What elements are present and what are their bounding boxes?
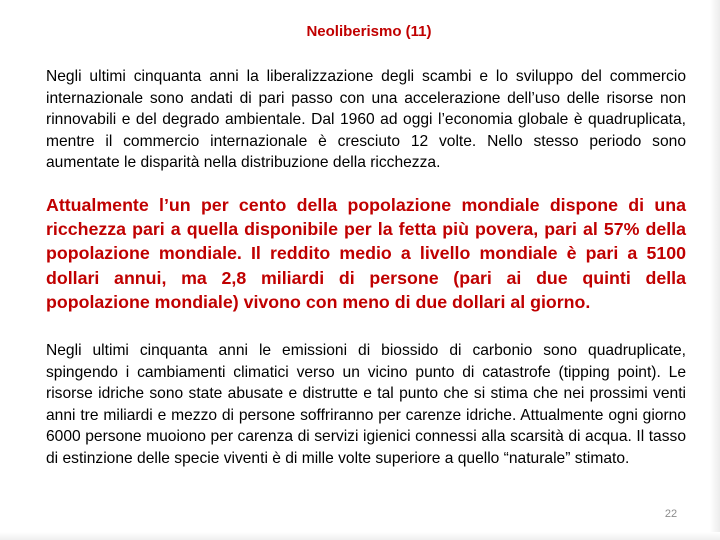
slide-page-number: 22 <box>664 508 678 520</box>
paragraph-trade-growth: Negli ultimi cinquanta anni la liberalizzazione degli scambi e lo sviluppo del commercio internazionale sono andati di pari passo con una accelerazione dell’uso delle risorse non rinnovabili e del degrado ambientale. Dal 1960 ad oggi l’economia globale è quadruplicata, mentre il commercio internazionale è cresciuto 12 volte. Nello stesso periodo sono aumentate le disparità nella distribuzione della ricchezza. <box>46 68 686 172</box>
paragraph-environment: Negli ultimi cinquanta anni le emissioni di biossido di carbonio sono quadruplicate, spingendo i cambiamenti climatici verso un vicino punto di catastrofe (tipping point). Le risorse idriche sono state abusate e distrutte e tal punto che si stima che nei prossimi venti anni tre miliardi e mezzo di persone soffriranno per carenze idriche. Attualmente ogni giorno 6000 persone muoiono per carenza di servizi igienici connessi alla scarsità di acqua. Il tasso di estinzione delle specie viventi è di mille volte superiore a quello “naturale” stimato. <box>46 342 686 467</box>
slide-edge-bottom <box>0 532 720 540</box>
slide-edge-right <box>710 0 720 540</box>
slide-title: Neoliberismo (11) <box>306 23 432 40</box>
paragraph-wealth-inequality: Attualmente l’un per cento della popolazione mondiale dispone di una ricchezza pari a quella disponibile per la fetta più povera, pari al 57% della popolazione mondiale. Il reddito medio a livello mondiale è pari a 5100 dollari annui, ma 2,8 miliardi di persone (pari ai due quinti della popolazione mondiale) vivono con meno di due dollari al giorno. <box>46 195 686 312</box>
